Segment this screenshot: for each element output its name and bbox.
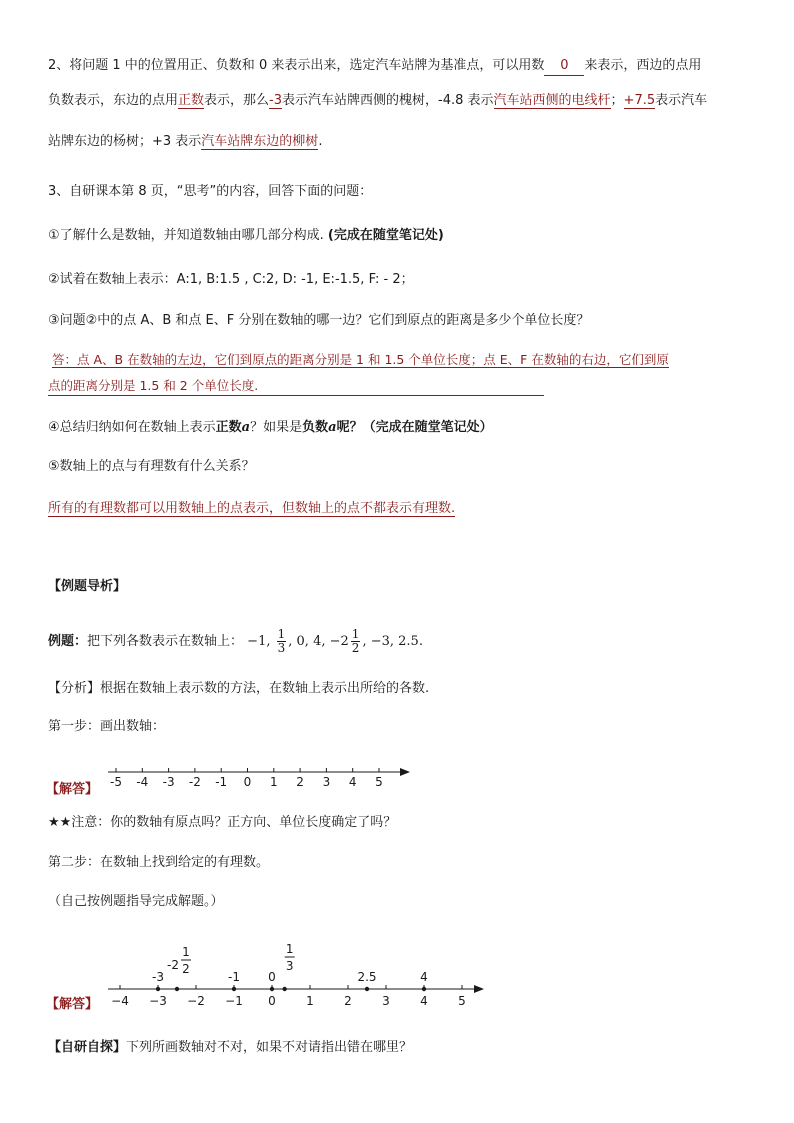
axis2-tick-label: −4 bbox=[111, 994, 129, 1008]
axis2-point bbox=[282, 987, 286, 991]
axis1-tick-label: -5 bbox=[110, 775, 122, 789]
example-header: 【例题导析】 bbox=[48, 579, 127, 594]
example-num: −1, bbox=[247, 634, 271, 649]
fraction-one-half bbox=[351, 628, 361, 655]
q3-item1-text: ①了解什么是数轴，并知道数轴由哪几部分构成. bbox=[48, 228, 328, 243]
number-line-2 bbox=[100, 935, 490, 1010]
q2-text: 来表示，西边的点用 bbox=[584, 58, 702, 73]
q3-item3: ③问题②中的点 A、B 和点 E、F 分别在数轴的哪一边？它们到原点的距离是多少个单位长度？ bbox=[48, 313, 590, 328]
axis2-point-whole: -2 bbox=[167, 958, 179, 972]
example-num: 0, bbox=[296, 634, 309, 649]
q2-text: 表示汽车 bbox=[655, 93, 708, 108]
number-line-1 bbox=[100, 760, 420, 790]
axis1-tick-label: 3 bbox=[322, 775, 331, 789]
example-num: 2.5. bbox=[398, 634, 423, 649]
axis2-ticks bbox=[111, 985, 466, 1008]
axis2-point-numerator: 1 bbox=[182, 945, 190, 959]
axis1-tick-label: 2 bbox=[296, 775, 304, 789]
axis1-tick-label: -2 bbox=[188, 775, 201, 789]
q3-item4-text: ？如果是 bbox=[250, 420, 303, 435]
example-self: （自己按例题指导完成解题。） bbox=[48, 894, 224, 909]
axis1-tick-label: 5 bbox=[375, 775, 383, 789]
q3-answer3-text: 答：点 A、B 在数轴的左边，它们到原点的距离分别是 1 和 1.5 个单位长度；点 E、F 在数轴的右边，它们到原 bbox=[52, 352, 669, 367]
axis2-tick-label: 1 bbox=[306, 994, 314, 1008]
q2-text: ； bbox=[610, 93, 624, 108]
example-num: , bbox=[288, 634, 293, 649]
axis2-tick-label: 5 bbox=[458, 994, 466, 1008]
axis2-tick-label: −1 bbox=[225, 994, 243, 1008]
q2-blank-pole: 汽车站西侧的电线杆 bbox=[493, 93, 611, 108]
q3-answer3-text: 点的距离分别是 1.5 和 2 个单位长度. bbox=[48, 377, 544, 396]
axis2-point-label: -1 bbox=[228, 970, 240, 984]
axis2-point bbox=[422, 987, 426, 991]
fraction-denominator: 3 bbox=[277, 641, 286, 655]
q3-answer5-text: 所有的有理数都可以用数轴上的点表示，但数轴上的点不都表示有理数. bbox=[48, 501, 456, 516]
example-step2: 第二步：在数轴上找到给定的有理数。 bbox=[48, 855, 270, 870]
axis2-point-label: 4 bbox=[420, 970, 428, 984]
q3-answer3-line1 bbox=[52, 351, 669, 369]
q3-item4-negative: 负数 bbox=[302, 420, 329, 435]
q2-blank-neg3: -3 bbox=[269, 93, 283, 108]
q2-blank-willow: 汽车站牌东边的柳树 bbox=[201, 134, 319, 149]
axis1-tick-label: -1 bbox=[215, 775, 228, 789]
q3-intro: 3、自研课本第 8 页，“思考”的内容，回答下面的问题： bbox=[48, 184, 373, 199]
axis2-point-numerator: 1 bbox=[285, 942, 294, 956]
axis2-point bbox=[365, 987, 369, 991]
axis2-points bbox=[152, 942, 428, 991]
axis2-point bbox=[156, 987, 160, 991]
q3-item5: ⑤数轴上的点与有理数有什么关系？ bbox=[48, 459, 255, 474]
q2-blank-positive: 正数 bbox=[178, 93, 205, 108]
q3-item4-note: 呢？（完成在随堂笔记处） bbox=[336, 420, 493, 435]
q2-line3 bbox=[48, 133, 322, 151]
q2-text: 2、将问题 1 中的位置用正、负数和 0 来表示出来，选定汽车站牌为基准点，可以用数 bbox=[48, 58, 545, 73]
fraction-numerator: 1 bbox=[351, 627, 360, 641]
q2-line2 bbox=[48, 92, 707, 110]
example-num: −3, bbox=[370, 634, 395, 649]
example-text: 把下列各数表示在数轴上： bbox=[87, 634, 244, 649]
axis2-point-denominator: 2 bbox=[182, 962, 190, 976]
example-analysis: 【分析】根据在数轴上表示数的方法，在数轴上表示出所给的各数. bbox=[48, 681, 430, 696]
answer-tag-2: 【解答】 bbox=[46, 997, 99, 1012]
axis2-point-denominator: 3 bbox=[285, 959, 294, 973]
q2-text: 负数表示，东边的点用 bbox=[48, 93, 179, 108]
q3-answer3-line2 bbox=[48, 377, 544, 396]
q2-blank-plus75: +7.5 bbox=[623, 93, 656, 108]
example-label: 例题： bbox=[48, 634, 88, 649]
axis1-tick-label: -4 bbox=[136, 775, 149, 789]
axis2-tick-label: 0 bbox=[268, 994, 276, 1008]
q3-item4 bbox=[48, 419, 493, 437]
q3-answer5 bbox=[48, 500, 455, 518]
example-num: −2 bbox=[329, 634, 349, 649]
axis2-tick-label: −3 bbox=[149, 994, 167, 1008]
fraction-numerator: 1 bbox=[277, 627, 286, 641]
axis2-tick-label: 3 bbox=[382, 994, 390, 1008]
fraction-denominator: 2 bbox=[351, 641, 360, 655]
q2-line1 bbox=[48, 57, 701, 76]
final-header: 【自研自探】 bbox=[48, 1040, 127, 1055]
example-num: , bbox=[362, 634, 367, 649]
q2-blank-zero: 0 bbox=[544, 57, 584, 76]
q3-item4-a: a bbox=[328, 420, 337, 435]
q2-text: . bbox=[318, 134, 323, 149]
axis1-arrow bbox=[400, 768, 410, 776]
q2-text: 表示，那么 bbox=[204, 93, 270, 108]
q3-item1-note: (完成在随堂笔记处) bbox=[327, 228, 444, 243]
axis1-tick-label: -3 bbox=[162, 775, 175, 789]
fraction-one-third bbox=[277, 628, 287, 655]
q2-text: 表示汽车站牌西侧的槐树，-4.8 表示 bbox=[282, 93, 494, 108]
answer-tag-1: 【解答】 bbox=[46, 782, 99, 797]
q3-item2: ②试着在数轴上表示：A:1, B:1.5 , C:2, D: -1, E:-1.5, F: - 2； bbox=[48, 272, 414, 287]
example-step1: 第一步：画出数轴： bbox=[48, 719, 166, 734]
example-note: ★★注意：你的数轴有原点吗？正方向、单位长度确定了吗？ bbox=[48, 815, 397, 830]
axis2-point-label: -3 bbox=[152, 970, 164, 984]
axis2-arrow bbox=[474, 985, 484, 993]
q3-item1 bbox=[48, 227, 444, 245]
final-text: 下列所画数轴对不对，如果不对请指出错在哪里？ bbox=[126, 1040, 413, 1055]
q3-item4-text: ④总结归纳如何在数轴上表示 bbox=[48, 420, 216, 435]
axis1-tick-label: 4 bbox=[348, 775, 357, 789]
axis2-tick-label: −2 bbox=[187, 994, 205, 1008]
axis1-ticks bbox=[110, 768, 383, 789]
example-problem bbox=[48, 628, 423, 655]
axis1-tick-label: 1 bbox=[269, 775, 278, 789]
axis2-tick-label: 4 bbox=[420, 994, 428, 1008]
q3-item4-positive: 正数 bbox=[215, 420, 242, 435]
axis2-tick-label: 2 bbox=[344, 994, 352, 1008]
axis2-point bbox=[232, 987, 236, 991]
axis2-point bbox=[175, 987, 179, 991]
q3-item4-a: a bbox=[241, 420, 251, 435]
axis1-tick-label: 0 bbox=[243, 775, 252, 789]
example-num: 4, bbox=[313, 634, 326, 649]
axis2-point bbox=[270, 987, 274, 991]
axis2-point-label: 2.5 bbox=[357, 970, 377, 984]
q2-text: 站牌东边的杨树；+3 表示 bbox=[48, 134, 202, 149]
axis2-point-label: 0 bbox=[268, 970, 276, 984]
final-section bbox=[48, 1039, 412, 1057]
